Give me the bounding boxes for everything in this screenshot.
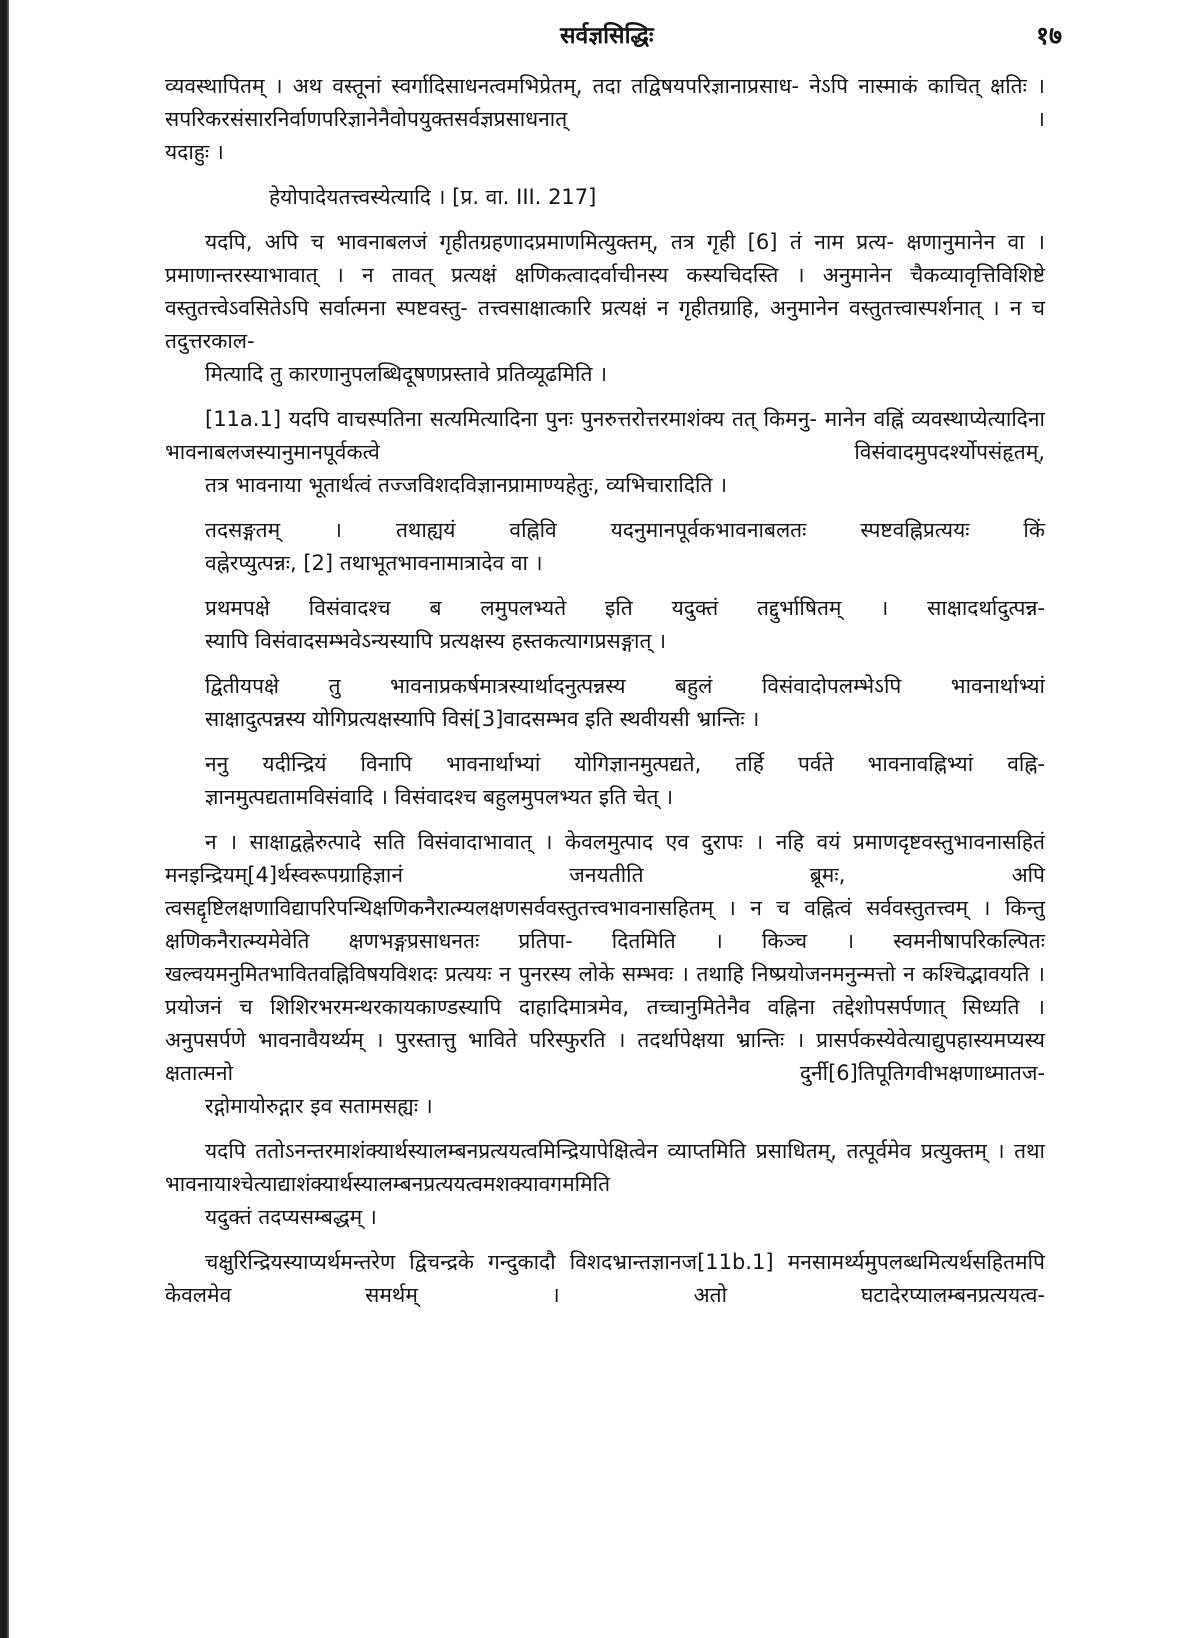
paragraph — [165, 826, 1045, 1123]
text-line-last: यदाहुः । — [165, 140, 224, 164]
text-line: वह्नित्वं सर्ववस्तुतत्त्वम् । किन्तु क्षणिकनैरात्म्यमेवेति क्षणभङ्गप्रसाधनतः प्रतिपा- — [165, 896, 1045, 953]
paragraph — [165, 70, 1045, 169]
text-line: भ्रान्तिः । प्रासर्पकस्येवेत्याद्युपहास्यमप्यस्य क्षतात्मनो दुर्नी[6]तिपूतिगवीभक्षणाध्मातज- — [165, 1028, 1045, 1085]
paragraph — [165, 226, 1045, 391]
text-line: तदसङ्गतम् । तथाह्ययं वह्निवि यदनुमानपूर्वकभावनाबलतः स्पष्टवह्निप्रत्ययः किं — [205, 518, 1045, 542]
text-line: यदपि ततोऽनन्तरमाशंक्यार्थस्यालम्बनप्रत्ययत्वमिन्द्रियापेक्षित्वेन व्याप्तमिति प्रसाधितम्, — [205, 1139, 837, 1163]
text-line: मनसामर्थ्यमुपलब्धमित्यर्थसहितमपि केवलमेव समर्थम् । अतो घटादेरप्यालम्बनप्रत्ययत्व- — [165, 1250, 1045, 1307]
running-title: सर्वज्ञसिद्धिः — [560, 23, 654, 49]
paragraph — [165, 592, 1045, 658]
text-line: सिध्यति । अनुपसर्पणे भावनावैयर्थ्यम् । पुरस्तात्तु भाविते परिस्फुरति । तदर्थापेक्षया — [165, 995, 1045, 1052]
scan-binding-edge — [0, 0, 9, 1638]
text-line: द्वितीयपक्षे तु भावनाप्रकर्षमात्रस्यार्थादनुत्पन्नस्य बहुलं विसंवादोपलम्भेऽपि भावनार्थाभ्यां — [205, 674, 1045, 698]
text-line: शिशिरभरमन्थरकायकाण्डस्यापि दाहादिमात्रमेव, तच्चानुमितेनैव वह्निना तद्देशोपसर्पणात् — [270, 995, 945, 1019]
paragraph — [165, 403, 1045, 502]
text-line: व्यवस्थापितम् । अथ वस्तूनां स्वर्गादिसाधनत्वमभिप्रेतम्, तदा तद्विषयपरिज्ञानाप्रसाध- — [165, 74, 800, 98]
paragraph — [165, 514, 1045, 580]
text-line: मानेन वह्निं व्यवस्थाप्येत्यादिना भावनाबलजस्यानुमानपूर्वकत्वे विसंवादमुपदर्श्योपसंहृतम्, — [165, 407, 1045, 464]
text-line-last: साक्षादुत्पन्नस्य योगिप्रत्यक्षस्यापि विसं[3]वादसम्भव इति स्थवीयसी भ्रान्तिः । — [205, 707, 760, 731]
text-line: तत्पूर्वमेव प्रत्युक्तम् । तथा भावनायाश्चेत्याद्याशंक्यार्थस्यालम्बनप्रत्ययत्वमशक्यावगममिति — [165, 1139, 1045, 1196]
text-line: दितमिति । किञ्च । स्वमनीषापरिकल्पितः खल्वयमनुमितभावितवह्निविषयविशदः प्रत्ययः — [165, 929, 1045, 986]
page-number: १७ — [1036, 21, 1063, 50]
text-line-last: रद्गोमायोरुद्गार इव सतामसह्यः । — [205, 1094, 433, 1118]
text-line-last: वह्नेरप्युत्पन्नः, [2] तथाभूतभावनामात्रादेव वा । — [205, 551, 543, 575]
text-line: यदपि, अपि च भावनाबलजं गृहीतग्रहणादप्रमाणमित्युक्तम्, तत्र गृही [6] तं नाम प्रत्य- — [205, 230, 895, 254]
text-line: न । साक्षाद्वह्नेरुत्पादे सति विसंवादाभावात् । केवलमुत्पाद एव दुरापः । नहि वयं — [205, 830, 841, 854]
text-line: कस्यचिदस्ति । अनुमानेन चैकव्यावृत्तिविशिष्टे वस्तुतत्त्वेऽवसितेऽपि सर्वात्मना स्पष्टवस्तु- — [165, 263, 1045, 320]
text-line-last: ज्ञानमुत्पद्यतामविसंवादि । विसंवादश्च बहुलमुपलभ्यत इति चेत् । — [205, 785, 674, 809]
text-line: [11a.1] यदपि वाचस्पतिना सत्यमित्यादिना पुनः पुनरुत्तरोत्तरमाशंक्य तत् किमनु- — [205, 407, 817, 431]
text-line: क्षणानुमानेन वा । प्रमाणान्तरस्याभावात् । न तावत् प्रत्यक्षं क्षणिकत्वादर्वाचीनस्य — [165, 230, 1045, 287]
paragraph — [165, 1135, 1045, 1234]
text-line-last: मित्यादि तु कारणानुपलब्धिदूषणप्रस्तावे प्रतिव्यूढमिति । — [205, 362, 608, 386]
body-text — [165, 70, 1045, 1324]
text-line: नेऽपि नास्माकं काचित् क्षतिः । सपरिकरसंसारनिर्वाणपरिज्ञानेनैवोपयुक्तसर्वज्ञप्रसाधनात् । — [165, 74, 1045, 131]
page-header — [0, 10, 1195, 56]
text-line: प्रमाणदृष्टवस्तुभावनासहितं मनइन्द्रियम्[4]र्थस्वरूपग्राहिज्ञानं जनयतीति ब्रूमः, — [165, 830, 1045, 887]
verse-citation: हेयोपादेयतत्त्वस्येत्यादि । [प्र. वा. III. 217] — [269, 185, 597, 209]
paragraph — [165, 748, 1045, 814]
text-line: ननु यदीन्द्रियं विनापि भावनार्थाभ्यां योगिज्ञानमुत्पद्यते, तर्हि पर्वते भावनावह्निभ्यां वह्नि- — [205, 752, 1045, 776]
text-line-last: तत्र भावनाया भूतार्थत्वं तज्जविशदविज्ञानप्रामाण्यहेतुः, व्यभिचारादिति । — [205, 473, 728, 497]
text-line: अपि त्वसद्दृष्टिलक्षणाविद्यापरिपन्थिक्षणिकनैरात्म्यलक्षणसर्ववस्तुतत्त्वभावनासहितम् । न च — [165, 863, 1045, 920]
text-line: न पुनरस्य लोके सम्भवः । तथाहि निष्प्रयोजनमनुन्मत्तो न कश्चिद्भावयति । प्रयोजनं च — [165, 962, 1045, 1019]
paragraph — [165, 670, 1045, 736]
text-line: तत्त्वसाक्षात्कारि प्रत्यक्षं न गृहीतग्राहि, अनुमानेन वस्तुतत्त्वास्पर्शनात् । न च तदुत्तरकाल- — [165, 296, 1045, 353]
text-line: प्रथमपक्षे विसंवादश्च ब लमुपलभ्यते इति यदुक्तं तद्दुर्भाषितम् । साक्षादर्थादुत्पन्न- — [205, 596, 1045, 620]
text-line-last: यदुक्तं तदप्यसम्बद्धम् । — [205, 1205, 377, 1229]
paragraph — [165, 1246, 1045, 1312]
text-line-last: स्यापि विसंवादसम्भवेऽन्यस्यापि प्रत्यक्षस्य हस्तकत्यागप्रसङ्गात् । — [205, 629, 667, 653]
text-line: चक्षुरिन्द्रियस्याप्यर्थमन्तरेण द्विचन्द्रके गन्दुकादौ विशदभ्रान्तज्ञानज[11b.1] — [205, 1250, 774, 1274]
